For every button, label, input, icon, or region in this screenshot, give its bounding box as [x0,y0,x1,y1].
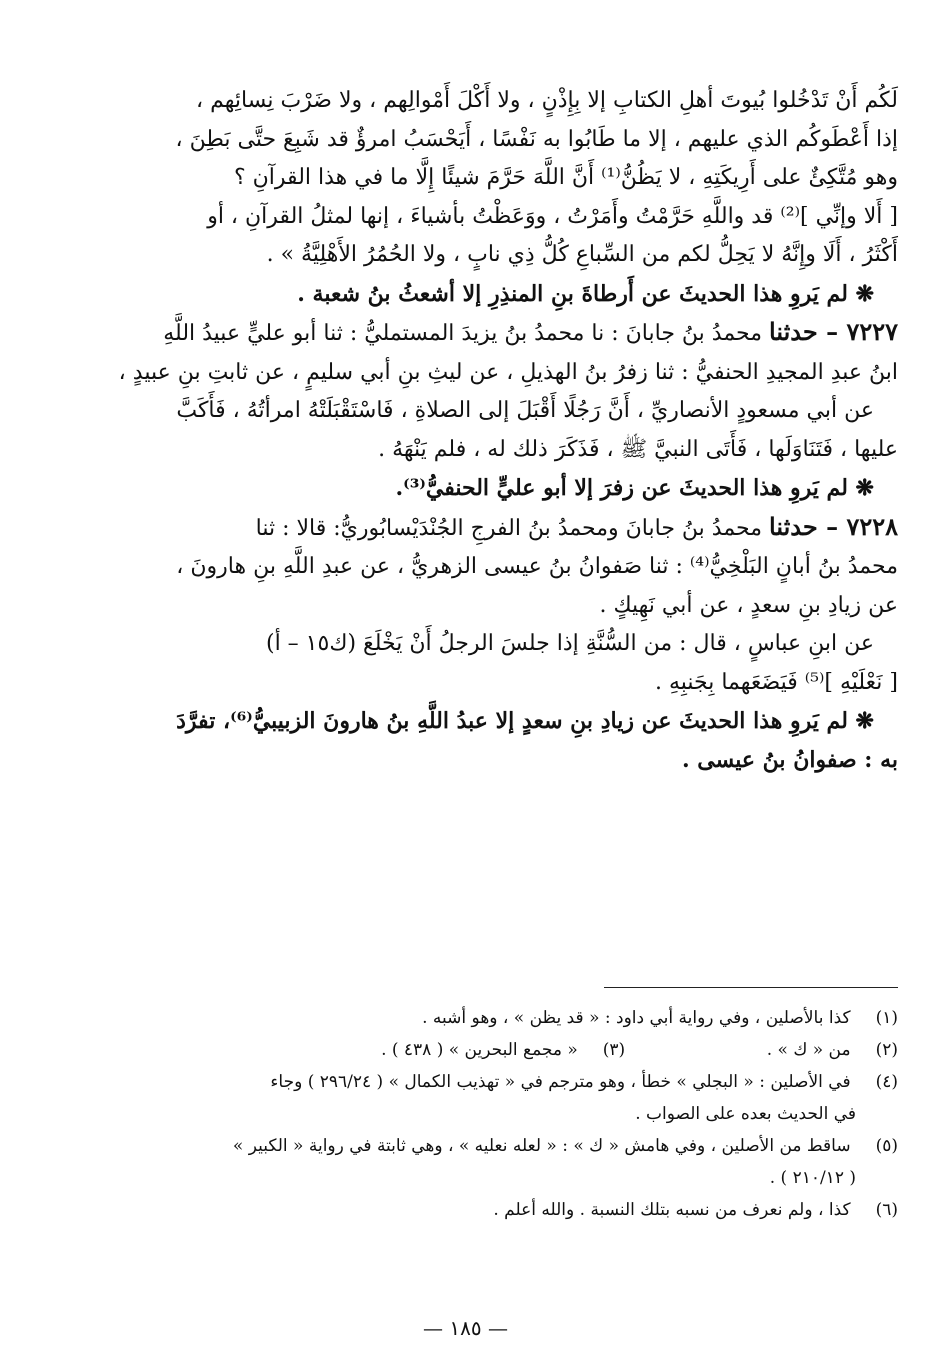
footnote-text: في الأصلين : « البجلي » خطأ ، وهو مترجم في « تهذيب الكمال » ( ٢٩٦/٢٤ ) وجاء [270,1072,851,1092]
narrator-note: ❋ لم يَروِ هذا الحديثَ عن زفرَ إلا أبو عليٍّ الحنفيُّ⁽³⁾. [395,475,874,501]
footnote-number: (٣) [602,1040,626,1060]
narrator-note: ❋ لم يَروِ هذا الحديثَ عن أَرطاةَ بنِ المنذِرِ إلا أشعثُ بنُ شعبة . [297,280,874,307]
footnote-text: من « ك » . [766,1040,851,1060]
hadith-number: ٧٢٢٨ – حدثنا [769,511,898,541]
text-line: محمدُ بنُ أبانٍ البَلْخِيُّ⁽⁴⁾ : ثنا صَفوانُ بنُ عيسى الزهريُّ ، عن عبدِ اللَّهِ بنِ هارونَ ، [176,554,898,579]
footnote-5 [60,1131,898,1161]
text-line: محمدُ بنُ جابانَ ومحمدُ بنُ الفرجِ الجُنْدَيْسابُوريُّ: قالا : ثنا [255,515,763,541]
footnote-number: (٤) [875,1072,898,1092]
footnote-number: (٥) [875,1136,898,1156]
text-line: [ أَلا وإنِّي ]⁽²⁾ قد واللَّهِ حَرَّمْتُ وأَمَرْتُ ، ووَعَظْتُ بأشياءَ ، إنها لمثلُ القرآنِ ، أو [207,203,898,229]
text-line: عن زيادِ بنِ سعدٍ ، عن أبي نَهِيكٍ . [599,592,898,618]
text-line: لَكُم أَنْ تَدْخُلوا بُيوتَ أهلِ الكتابِ إلا بِإِذْنٍ ، ولا أَكْلَ أَمْوالِهم ، ولا ضَرْبَ نِسائِهم ، [196,88,898,113]
hadith-7228 [60,508,898,549]
footnote-text: كذا ، ولم نعرف من نسبه بتلك النسبة . والله أعلم . [493,1200,851,1220]
footnote-text: ساقط من الأصلين ، وفي هامش « ك » : « لعله نعليه » ، وهي ثابتة في رواية « الكبير » [232,1136,851,1156]
page-number: — ١٨٥ — [423,1316,508,1340]
main-text [60,82,898,779]
footnote-1 [60,1003,898,1033]
footnote-text: كذا بالأصلين ، وفي رواية أبي داود : « قد يظن » ، وهو أشبه . [422,1008,851,1028]
footnote-number: (٢) [875,1040,898,1060]
footnote-number: (١) [875,1008,898,1028]
footnote-text: ( ٢١٠/١٢ ) . [769,1168,856,1188]
footnotes [60,1003,898,1227]
footnote-6 [60,1195,898,1225]
text-line: عن ابنِ عباسٍ ، قال : من السُّنَّةِ إذا جلسَ الرجلُ أَنْ يَخْلَعَ (ك١٥ – أ) [265,631,874,656]
text-line: إذا أَعْطَوكُم الذي عليهم ، إلا ما طَابُوا به نَفْسًا ، أَيَحْسَبُ امرؤٌ قد شَبِعَ حتَّى بَطِنَ ، [175,126,898,152]
text-line: أَكْثَرُ ، أَلَا وإِنَّهُ لا يَحِلُّ لكم من السِّباعِ كُلُّ ذِي نابٍ ، ولا الحُمُرُ الأَهْلِيَّةُ » . [266,242,898,267]
hadith-7227 [60,313,898,354]
narrator-note: ❋ لم يَروِ هذا الحديثَ عن زيادِ بنِ سعدٍ إلا عبدُ اللَّهِ بنُ هارونَ الزبيبيُّ⁽⁶⁾، تفرَّدَ [176,708,874,734]
text-line: وهو مُتَّكِئٌ على أَرِيكَتِهِ ، لا يَظُنُّ⁽¹⁾ أَنَّ اللَّهَ حَرَّمَ شيئًا إِلَّا ما في هذا القرآنِ ؟ [233,165,898,190]
footnote-2-3 [60,1035,898,1065]
narrator-note: به : صفوانُ بنُ عيسى . [681,746,898,773]
text-line: ابنُ عبدِ المجيدِ الحنفيُّ : ثنا زفرُ بنُ الهذيلِ ، عن ليثِ بنِ أبي سليمٍ ، عن ثابتِ بنِ عبيدٍ ، [118,359,898,385]
footnote-number: (٦) [875,1200,898,1220]
text-line: محمدُ بنُ جابانَ : نا محمدُ بنُ يزيدَ المستمليُّ : ثنا أبو عليٍّ عبيدُ اللَّهِ [163,321,763,346]
text-line: عن أبي مسعودٍ الأنصاريِّ ، أَنَّ رَجُلًا أَقْبَلَ إلى الصلاةِ ، فَاسْتَقْبَلَتْهُ امرأتُهُ ، فَأَكَبَّ [176,398,874,423]
footnote-text: « مجمع البحرين » ( ٤٣٨ ) . [381,1040,578,1060]
footnote-4 [60,1067,898,1097]
hadith-number: ٧٢٢٧ – حدثنا [769,317,898,346]
footnote-text: في الحديث بعده على الصواب . [635,1104,856,1124]
footnote-divider [604,987,898,988]
text-line: عليها ، فَتَنَاوَلَها ، فَأَتَى النبيَّ ﷺ ، فَذَكَرَ ذلك له ، فلم يَنْهَهُ . [378,436,898,462]
text-line: [ نَعْلَيْهِ ]⁽⁵⁾ فَيَضَعَهما بِجَنبِهِ . [654,669,898,695]
